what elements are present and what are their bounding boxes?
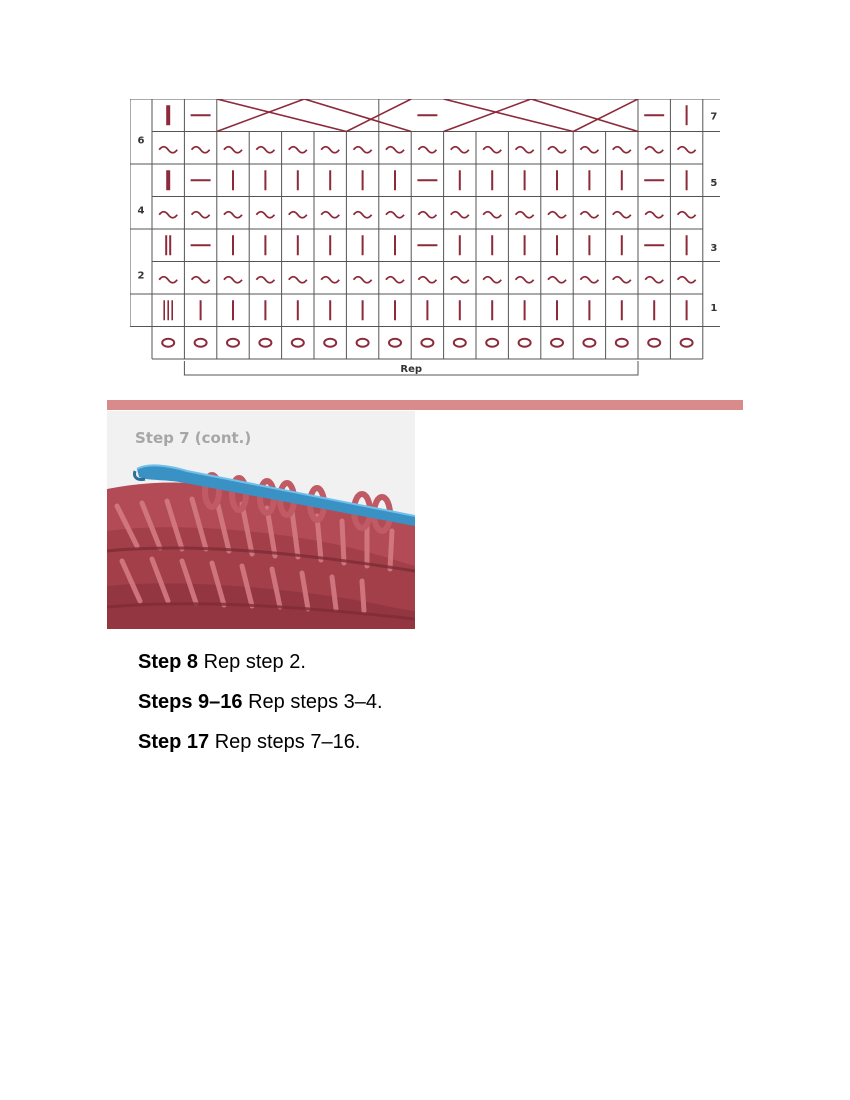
stitch-symbol bbox=[289, 147, 307, 153]
stitch-symbol bbox=[580, 212, 598, 218]
stitch-symbol bbox=[418, 277, 436, 283]
steps-9-16 bbox=[138, 690, 738, 714]
stitch-symbol bbox=[227, 339, 239, 347]
stitch-symbol bbox=[551, 339, 563, 347]
stitch-symbol bbox=[162, 339, 174, 347]
stitch-symbol bbox=[516, 212, 534, 218]
stitch-symbol bbox=[678, 212, 696, 218]
stitch-symbol bbox=[613, 147, 631, 153]
stitch-symbol bbox=[648, 339, 660, 347]
stitch-symbol bbox=[159, 277, 177, 283]
stitch-symbol bbox=[580, 277, 598, 283]
rep-label: Rep bbox=[400, 364, 423, 375]
stitch-symbol bbox=[645, 212, 663, 218]
stitch-symbol bbox=[386, 147, 404, 153]
stitch-symbol bbox=[645, 147, 663, 153]
step-text: Rep step 2. bbox=[198, 651, 306, 673]
photo-caption: Step 7 (cont.) bbox=[135, 429, 252, 447]
stitch-symbol bbox=[224, 277, 242, 283]
stitch-symbol bbox=[516, 277, 534, 283]
stitch-symbol bbox=[192, 147, 210, 153]
stitch-symbol bbox=[516, 147, 534, 153]
row-number-4: 4 bbox=[137, 205, 145, 217]
stitch-symbol bbox=[289, 277, 307, 283]
stitch-symbol bbox=[386, 212, 404, 218]
stitch-symbol bbox=[483, 147, 501, 153]
stitch-symbol bbox=[159, 147, 177, 153]
stitch-symbol bbox=[444, 99, 531, 132]
step-instructions bbox=[138, 650, 738, 770]
step-8 bbox=[138, 650, 738, 674]
stitch-chart-graphic bbox=[130, 99, 720, 379]
stitch-symbol bbox=[421, 339, 433, 347]
stitch-symbol bbox=[292, 339, 304, 347]
stitch-symbol bbox=[580, 147, 598, 153]
stitch-symbol bbox=[159, 212, 177, 218]
stitch-symbol bbox=[451, 277, 469, 283]
stitch-symbol bbox=[548, 147, 566, 153]
stitch-symbol bbox=[613, 212, 631, 218]
step-text: Rep steps 7–16. bbox=[209, 731, 361, 753]
stitch-symbol bbox=[354, 147, 372, 153]
stitch-symbol bbox=[217, 99, 304, 132]
stitch-symbol bbox=[256, 147, 274, 153]
stitch-symbol bbox=[616, 339, 628, 347]
stitch-symbol bbox=[483, 212, 501, 218]
stitch-symbol bbox=[324, 339, 336, 347]
stitch-symbol bbox=[548, 212, 566, 218]
stitch-symbol bbox=[483, 277, 501, 283]
stitch-chart bbox=[130, 99, 720, 379]
row-number-1: 1 bbox=[710, 303, 718, 314]
step-photo bbox=[107, 411, 415, 629]
stitch-symbol bbox=[451, 147, 469, 153]
step-text: Rep steps 3–4. bbox=[242, 691, 383, 713]
stitch-symbol bbox=[583, 339, 595, 347]
stitch-symbol bbox=[451, 212, 469, 218]
stitch-symbol bbox=[681, 339, 693, 347]
stitch-symbol bbox=[678, 147, 696, 153]
step-label: Steps 9–16 bbox=[138, 691, 243, 713]
stitch-symbol bbox=[454, 339, 466, 347]
stitch-symbol bbox=[613, 277, 631, 283]
stitch-symbol bbox=[548, 277, 566, 283]
row-number-2: 2 bbox=[137, 270, 145, 282]
stitch-symbol bbox=[389, 339, 401, 347]
stitch-symbol bbox=[645, 277, 663, 283]
stitch-symbol bbox=[519, 339, 531, 347]
stitch-symbol bbox=[321, 277, 339, 283]
step-label: Step 8 bbox=[138, 651, 199, 673]
stitch-symbol bbox=[357, 339, 369, 347]
stitch-symbol bbox=[192, 212, 210, 218]
row-number-5: 5 bbox=[710, 178, 718, 189]
stitch-symbol bbox=[224, 212, 242, 218]
stitch-symbol bbox=[418, 147, 436, 153]
stitch-symbol bbox=[217, 99, 347, 132]
stitch-symbol bbox=[192, 277, 210, 283]
row-number-3: 3 bbox=[710, 243, 718, 254]
stitch-symbol bbox=[386, 277, 404, 283]
stitch-symbol bbox=[224, 147, 242, 153]
row-number-7: 7 bbox=[710, 111, 718, 123]
stitch-symbol bbox=[256, 277, 274, 283]
stitch-symbol bbox=[289, 212, 307, 218]
stitch-symbol bbox=[256, 212, 274, 218]
stitch-symbol bbox=[195, 339, 207, 347]
stitch-symbol bbox=[354, 277, 372, 283]
stitch-symbol bbox=[678, 277, 696, 283]
stitch-symbol bbox=[418, 212, 436, 218]
step-label: Step 17 bbox=[138, 731, 210, 753]
stitch-symbol bbox=[486, 339, 498, 347]
step-17 bbox=[138, 730, 738, 754]
stitch-symbol bbox=[444, 99, 574, 132]
stitch-symbol bbox=[259, 339, 271, 347]
stitch-symbol bbox=[321, 212, 339, 218]
stitch-symbol bbox=[354, 212, 372, 218]
row-number-6: 6 bbox=[137, 135, 145, 147]
stitch-symbol bbox=[321, 147, 339, 153]
section-divider bbox=[107, 400, 743, 410]
